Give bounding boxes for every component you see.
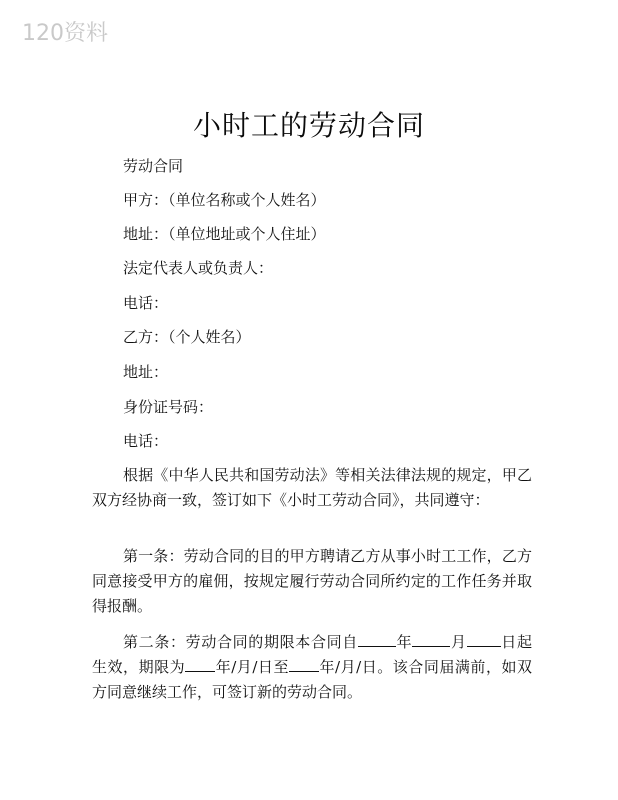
watermark: 120资料 [22, 21, 108, 46]
id-number-line: 身份证号码： [123, 398, 214, 416]
address-a-line: 地址：（单位地址或个人住址） [123, 225, 326, 243]
party-a-line: 甲方：（单位名称或个人姓名） [123, 191, 326, 209]
page-title: 小时工的劳动合同 [192, 109, 425, 142]
party-b-line: 乙方：（个人姓名） [123, 328, 251, 346]
term-end-blank [289, 657, 319, 672]
month-blank [412, 632, 450, 647]
address-b-line: 地址： [123, 363, 169, 381]
contract-label: 劳动合同 [123, 157, 184, 175]
phone-a-line: 电话： [123, 294, 169, 312]
article-2-part2: 日起生效，期限为 [92, 633, 532, 676]
article-2-ymd1: 年/月/日至 [215, 658, 289, 676]
term-start-blank [185, 657, 215, 672]
article-1-paragraph: 第一条：劳动合同的目的甲方聘请乙方从事小时工工作，乙方同意接受甲方的雇佣，按规定履行劳动合同所约定的工作任务并取得报酬。 [92, 547, 532, 615]
year-blank [358, 632, 396, 647]
article-2-ymd2: 年/月/日。该合同届满前，如双方同意继续工作，可签订新的劳动合同。 [92, 658, 533, 701]
intro-paragraph: 根据《中华人民共和国劳动法》等相关法律法规的规定，甲乙双方经协商一致，签订如下《小时工劳动合同》，共同遵守： [92, 466, 532, 509]
article-2-part1: 第二条：劳动合同的期限本合同自 [123, 633, 358, 651]
article-2-month: 月 [450, 633, 467, 651]
article-2-year: 年 [395, 633, 413, 651]
article-2-paragraph [92, 630, 532, 705]
legal-rep-line: 法定代表人或负责人： [123, 259, 274, 277]
day-blank [467, 632, 501, 647]
phone-b-line: 电话： [123, 432, 169, 450]
